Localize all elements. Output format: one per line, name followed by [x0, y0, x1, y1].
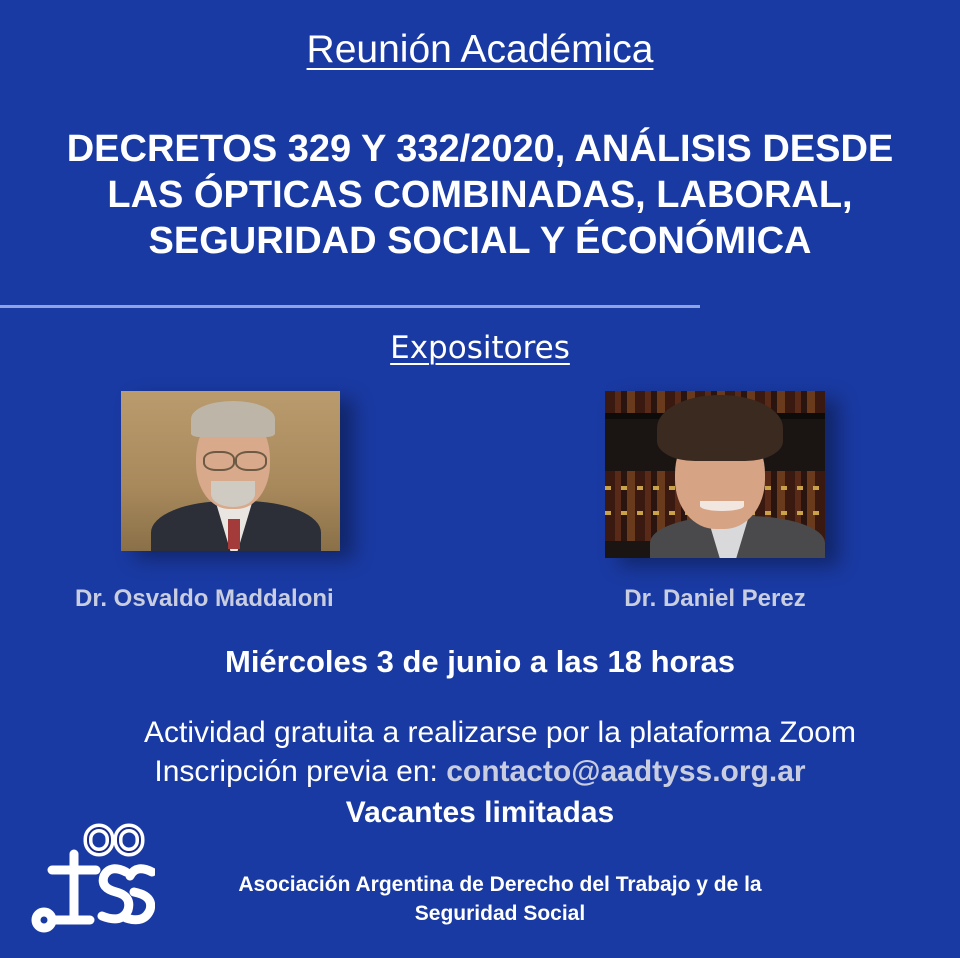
activity-info: Actividad gratuita a realizarse por la plataforma Zoom — [143, 716, 856, 749]
glasses-left — [203, 451, 235, 471]
event-title-line-3: SEGURIDAD SOCIAL Y ÉCONÓMICA — [148, 220, 812, 262]
event-type-heading: Reunión Académica — [306, 28, 654, 71]
event-date: Miércoles 3 de junio a las 18 horas — [225, 644, 735, 679]
speaker-name-2: Dr. Daniel Perez — [624, 585, 806, 612]
speaker-photo-maddaloni — [121, 391, 340, 551]
logo-letter-s — [130, 869, 152, 876]
organization-name-line-1: Asociación Argentina de Derecho del Trabajo y de la — [238, 873, 762, 896]
logo-letter-s — [102, 869, 129, 919]
registration-prefix: Inscripción previa en: — [154, 755, 447, 788]
event-title-line-2: LAS ÓPTICAS COMBINADAS, LABORAL, — [107, 174, 853, 216]
aadtyss-logo — [30, 820, 155, 935]
organization-name — [170, 870, 830, 928]
speaker-name-1: Dr. Osvaldo Maddaloni — [75, 585, 334, 612]
portrait-tie — [228, 519, 240, 549]
portrait-beard — [211, 481, 255, 507]
glasses-right — [235, 451, 267, 471]
speakers-heading: Expositores — [390, 330, 570, 366]
divider — [0, 305, 700, 308]
registration-email-link[interactable]: contacto@aadtyss.org.ar — [446, 755, 806, 788]
event-title-line-1: DECRETOS 329 Y 332/2020, ANÁLISIS DESDE — [66, 128, 894, 170]
registration-line — [0, 755, 960, 789]
event-title — [0, 126, 960, 264]
vacancies-note: Vacantes limitadas — [345, 796, 615, 829]
organization-name-line-2: Seguridad Social — [414, 902, 586, 925]
speaker-photo-perez — [605, 391, 825, 558]
portrait-hair — [191, 401, 275, 437]
portrait-hair — [657, 395, 783, 461]
portrait-smile — [700, 501, 744, 511]
